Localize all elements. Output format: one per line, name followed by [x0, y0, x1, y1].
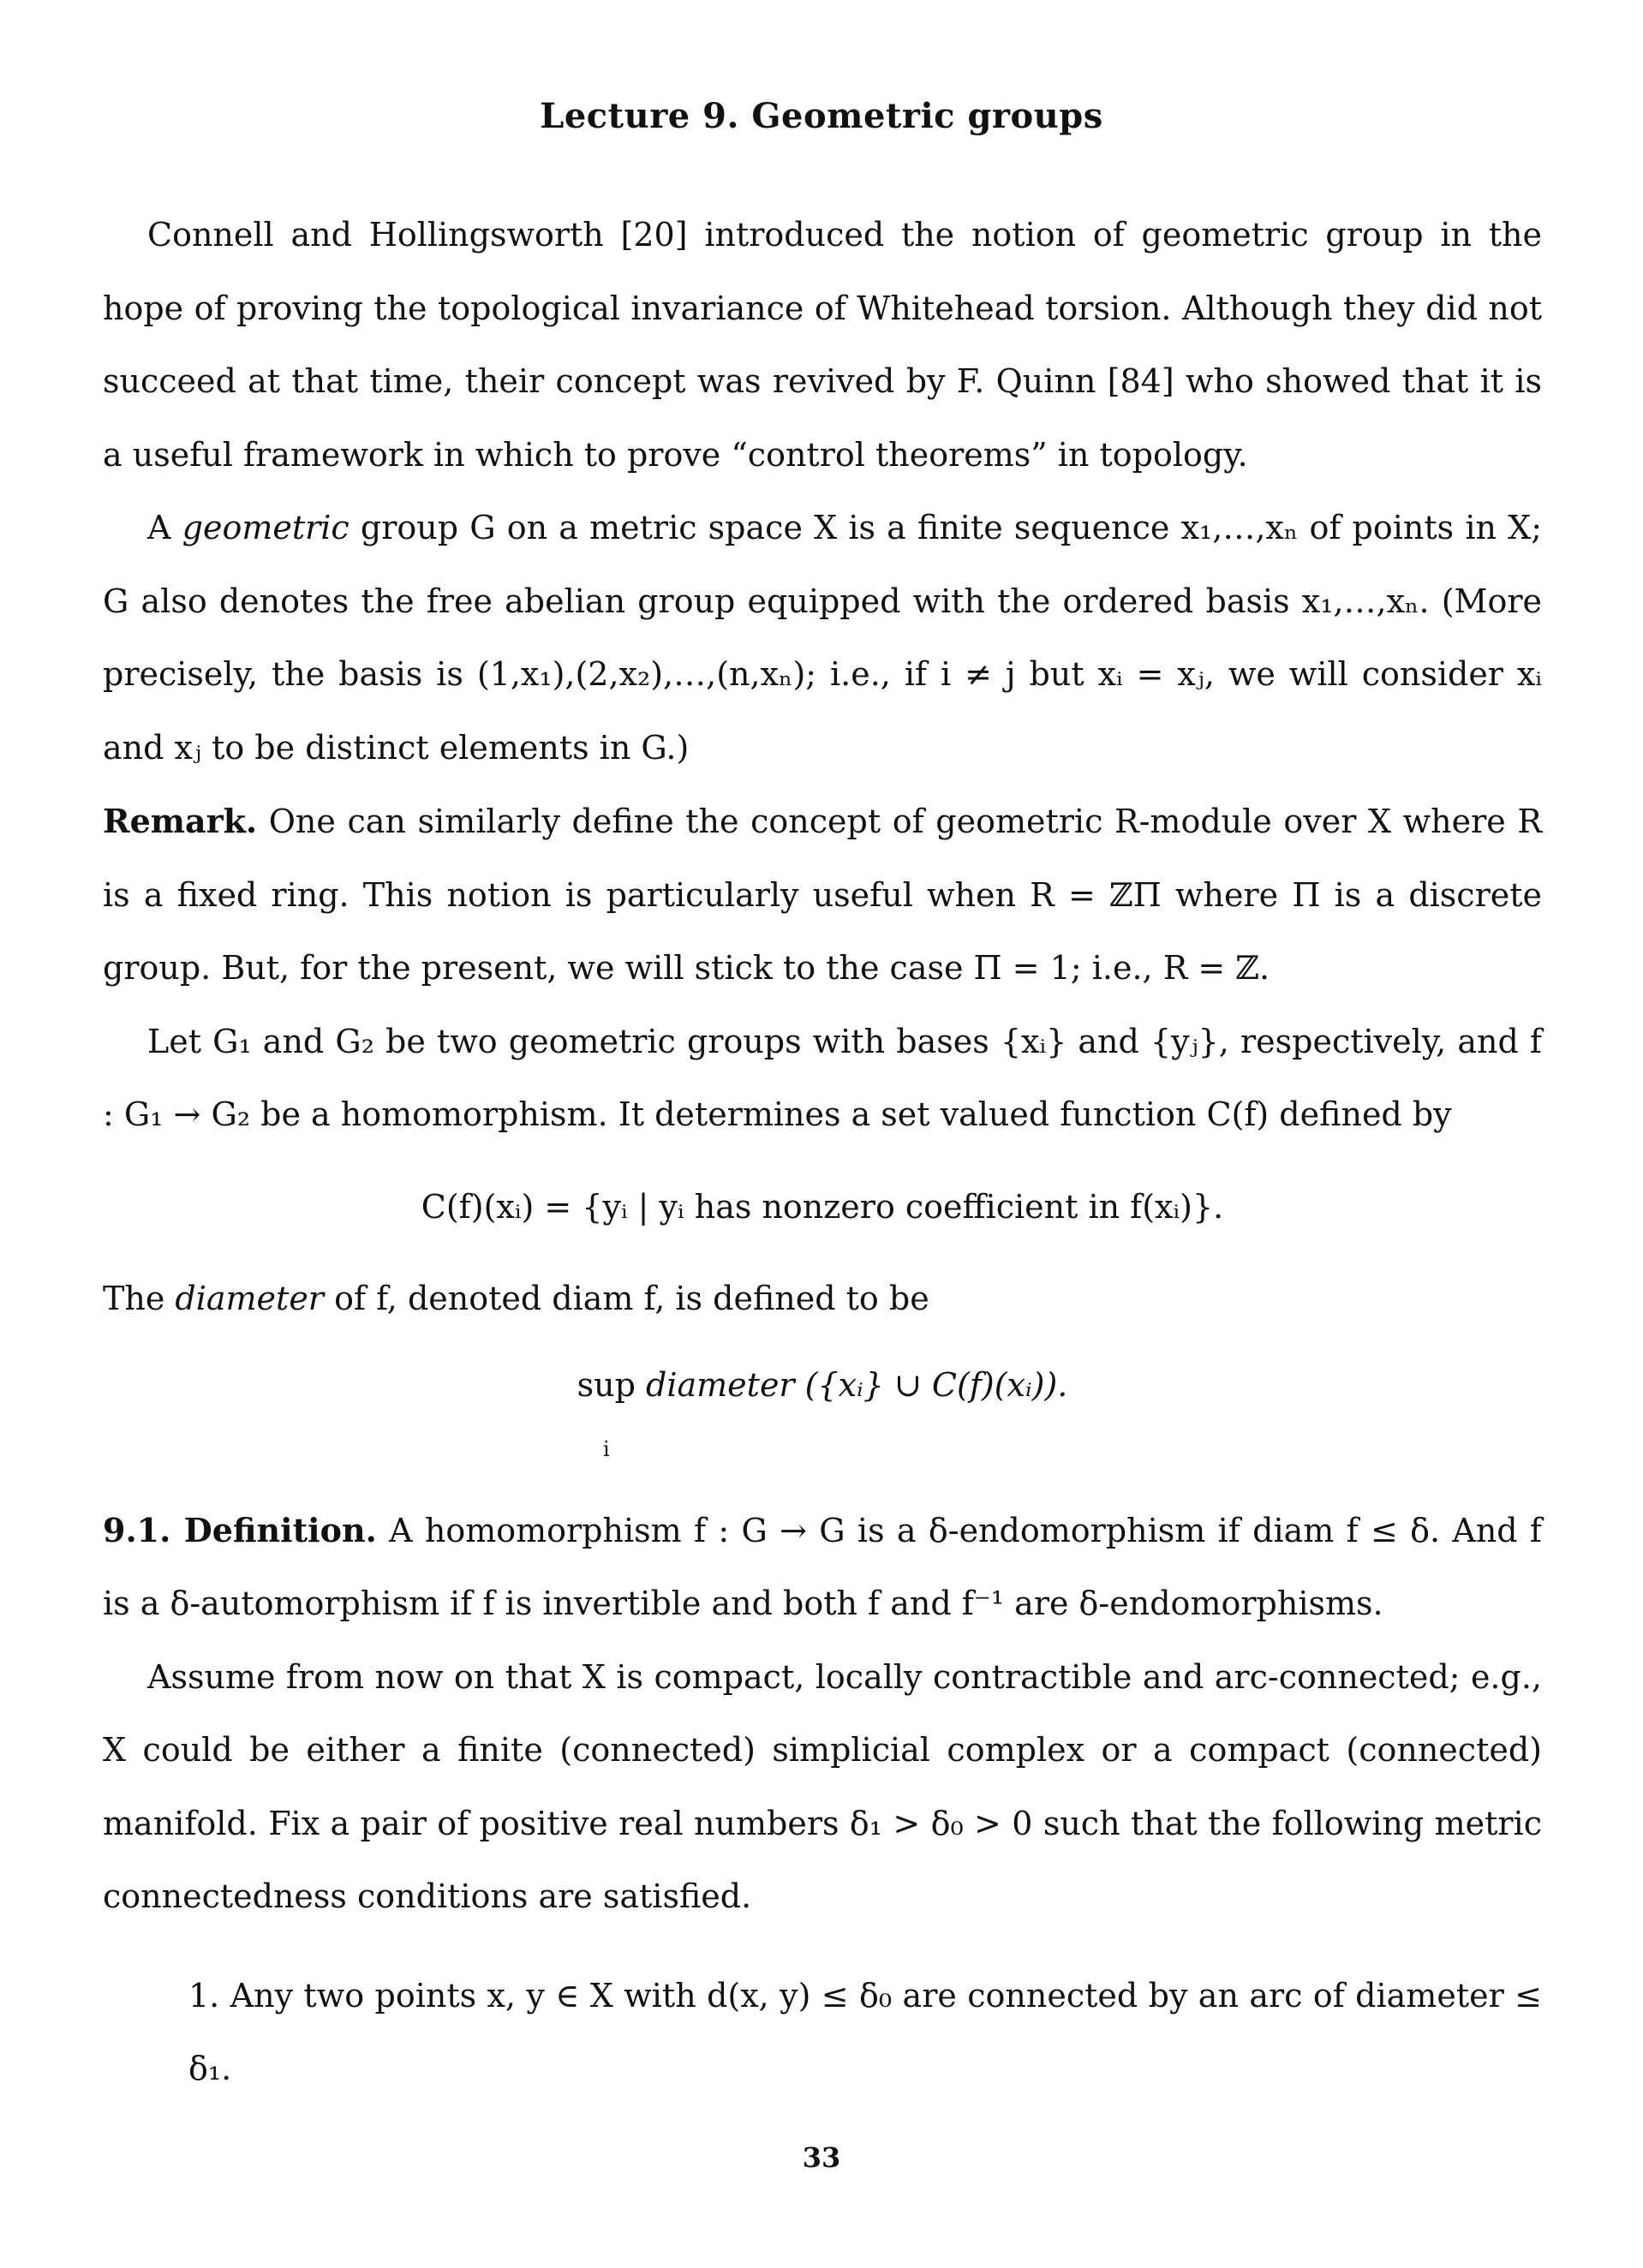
remark-text: One can similarly define the concept of geometric R-module over X where R is a fixed ring. This notion is particularly useful when R = ℤΠ where Π is a discrete group. But, for the present, we will stick to the case Π = 1; i.e., R = ℤ.: [103, 803, 1542, 987]
diameter-equation: [103, 1355, 1542, 1475]
diameter-expression: diameter ({xᵢ} ∪ C(f)(xᵢ)).: [635, 1365, 1068, 1404]
geometric-group-paragraph-lead: A: [147, 509, 182, 546]
list-item: 1. Any two points x, y ∈ X with d(x, y) ≤ δ₀ are connected by an arc of diameter ≤ δ₁.: [188, 1976, 1542, 2087]
sup-operator: [577, 1355, 636, 1475]
definition-9-1: [103, 1494, 1542, 1641]
sup-label: sup: [577, 1365, 636, 1404]
remark-label: Remark.: [103, 802, 258, 840]
page-title: Lecture 9. Geometric groups: [540, 96, 1103, 136]
page-number: 33: [802, 2141, 841, 2174]
sup-index: i: [602, 1436, 610, 1461]
diameter-paragraph-text: of f, denoted diam f, is defined to be: [323, 1280, 929, 1317]
diameter-paragraph-lead: The: [103, 1280, 176, 1317]
diameter-term: diameter: [175, 1280, 324, 1317]
geometric-group-paragraph: [103, 492, 1542, 785]
remark-paragraph: [103, 785, 1542, 1006]
homomorphism-paragraph: Let G₁ and G₂ be two geometric groups with bases {xᵢ} and {yⱼ}, respectively, and f : G₁ → G₂ be a homomorphism. It determines a set valued function C(f) defined by: [103, 1022, 1542, 1133]
set-valued-function-equation: C(f)(xᵢ) = {yᵢ | yᵢ has nonzero coefficient in f(xᵢ)}.: [421, 1187, 1224, 1226]
body-text: [103, 199, 1542, 2106]
definition-label: 9.1. Definition.: [103, 1510, 377, 1549]
metric-assumption-paragraph: Assume from now on that X is compact, locally contractible and arc-connected; e.g., X could be either a finite (connected) simplicial complex or a compact (connected) manifold. Fix a pair of positive real numbers δ₁ > δ₀ > 0 such that the following metric connectedness conditions are satisfied.: [103, 1657, 1542, 1915]
diameter-paragraph: [103, 1262, 1542, 1336]
definition-text: A homomorphism f : G → G is a δ-endomorphism if diam f ≤ δ. And f is a δ-automorphism if f is invertible and both f and f⁻¹ are δ-endomorphisms.: [103, 1511, 1542, 1622]
intro-paragraph: Connell and Hollingsworth [20] introduced the notion of geometric group in the hope of proving the topological invariance of Whitehead torsion. Although they did not succeed at that time, their concept was revived by F. Quinn [84] who showed that it is a useful framework in which to prove “control theorems” in topology.: [103, 216, 1542, 474]
geometric-term: geometric: [182, 509, 350, 546]
connectedness-conditions-list: [103, 1960, 1542, 2106]
geometric-group-paragraph-text: group G on a metric space X is a finite sequence x₁,…,xₙ of points in X; G also denotes the free abelian group equipped with the ordered basis x₁,…,xₙ. (More precisely, the basis is (1,x₁),(2,x₂),…,(n,xₙ); i.e., if i ≠ j but xᵢ = xⱼ, we will consider xᵢ and xⱼ to be distinct elements in G.): [103, 509, 1542, 767]
